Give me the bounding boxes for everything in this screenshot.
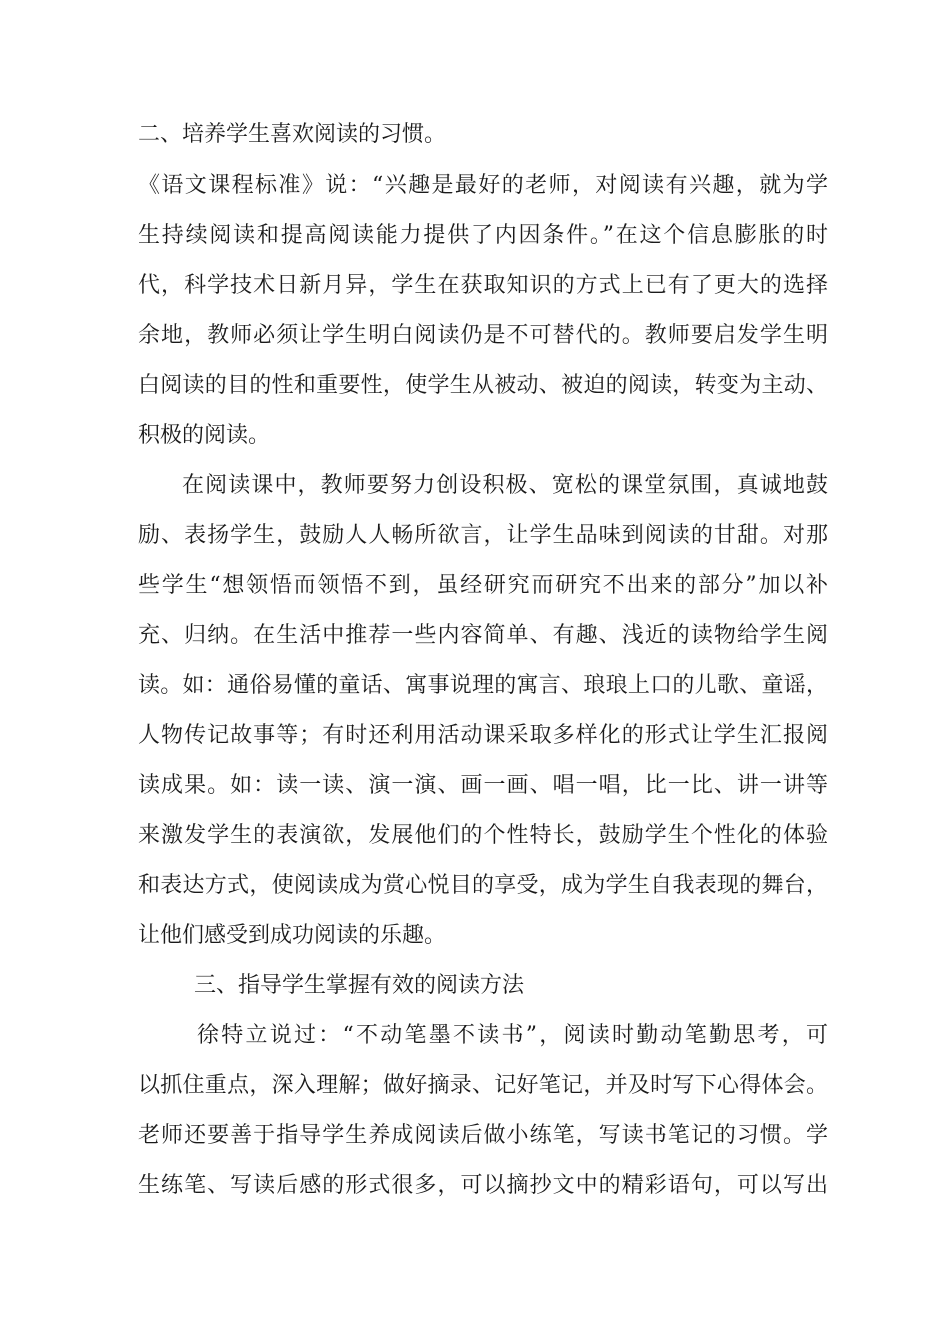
paragraph-line: 生持续阅读和提高阅读能力提供了内因条件。”在这个信息膨胀的时	[138, 223, 828, 248]
paragraph-line: 余地，教师必须让学生明白阅读仍是不可替代的。教师要启发学生明	[138, 323, 828, 348]
paragraph-line: 《语文课程标准》说：“兴趣是最好的老师，对阅读有兴趣，就为学	[138, 173, 828, 198]
paragraph-line: 白阅读的目的性和重要性，使学生从被动、被迫的阅读，转变为主动、	[138, 373, 828, 398]
paragraph-line: 读。如：通俗易懂的童话、寓事说理的寓言、琅琅上口的儿歌、童谣，	[138, 673, 828, 698]
paragraph-line: 和表达方式，使阅读成为赏心悦目的享受，成为学生自我表现的舞台，	[138, 873, 828, 898]
paragraph-line: 人物传记故事等；有时还利用活动课采取多样化的形式让学生汇报阅	[138, 723, 828, 748]
paragraph-line: 老师还要善于指导学生养成阅读后做小练笔，写读书笔记的习惯。学	[138, 1123, 828, 1148]
paragraph-line: 积极的阅读。	[138, 423, 271, 448]
paragraph-line: 读成果。如：读一读、演一演、画一画、唱一唱，比一比、讲一讲等	[138, 773, 828, 798]
paragraph-line: 充、归纳。在生活中推荐一些内容简单、有趣、浅近的读物给学生阅	[138, 623, 828, 648]
paragraph-line: 些学生“想领悟而领悟不到，虽经研究而研究不出来的部分”加以补	[138, 573, 828, 598]
paragraph-line: 代，科学技术日新月异，学生在获取知识的方式上已有了更大的选择	[138, 273, 828, 298]
paragraph-line: 励、表扬学生，鼓励人人畅所欲言，让学生品味到阅读的甘甜。对那	[138, 523, 828, 548]
paragraph-line: 让他们感受到成功阅读的乐趣。	[138, 923, 447, 948]
section-heading-3: 三、指导学生掌握有效的阅读方法	[194, 973, 525, 998]
paragraph-line: 以抓住重点，深入理解；做好摘录、记好笔记，并及时写下心得体会。	[138, 1073, 828, 1098]
paragraph-line: 生练笔、写读后感的形式很多，可以摘抄文中的精彩语句，可以写出	[138, 1173, 828, 1198]
paragraph-line: 来激发学生的表演欲，发展他们的个性特长，鼓励学生个性化的体验	[138, 823, 828, 848]
section-heading-2: 二、培养学生喜欢阅读的习惯。	[138, 122, 447, 147]
paragraph-line: 徐特立说过：“不动笔墨不读书”，阅读时勤动笔勤思考，可	[197, 1023, 828, 1048]
paragraph-line: 在阅读课中，教师要努力创设积极、宽松的课堂氛围，真诚地鼓	[182, 473, 828, 498]
